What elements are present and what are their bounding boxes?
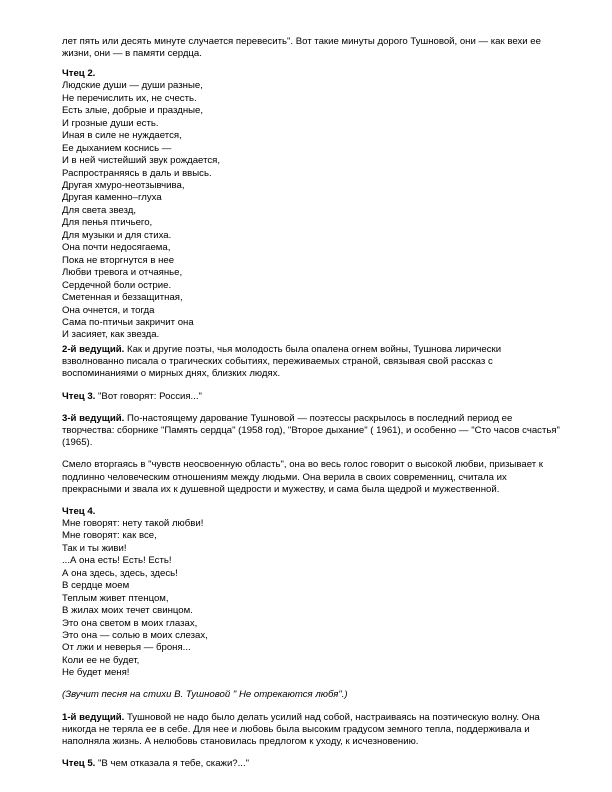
reader-5-line (62, 758, 562, 770)
poem-line: ...А она есть! Есть! Есть! (62, 555, 172, 567)
host-3-speaker: 3-й ведущий. (62, 412, 125, 424)
host-2-text: Как и другие поэты, чья молодость была опалена огнем войны, Тушнова лирически взволнованно писала о трагических событиях, переживаемых страной, связывая свой рассказ с воспоминаниями о мирных днях, близких людях. (62, 343, 502, 380)
reader-2-heading: Чтец 2. (62, 68, 96, 80)
host-1-text: Тушновой не надо было делать усилий над собой, настраиваясь на поэтическую волну. Она никогда не теряла ее в себе. Для нее и любовь была высоким градусом земного тепла, поддерживала и наполняла жизнь. А нелюбовь становилась предлогом к уходу, к исчезновению. (62, 711, 540, 748)
host-2-speaker: 2-й ведущий. (62, 343, 125, 355)
poem-line: И грозные души есть. (62, 117, 159, 129)
poem-line: Это она — солью в моих слезах, (62, 630, 208, 642)
host-2-paragraph (62, 344, 562, 381)
poem-line: В жилах моих течет свинцом. (62, 605, 193, 617)
poem-line: Ее дыханием коснись — (62, 142, 172, 154)
poem-line: Для света звезд, (62, 204, 137, 216)
reader-4-poem (62, 518, 562, 680)
intro-paragraph: лет пять или десять минуте случается перевесить". Вот такие минуты дорого Тушновой, они — как вехи ее жизни, они — в памяти сердца. (62, 36, 541, 60)
intrusion-paragraph: Смело вторгаясь в "чувств неосвоенную область", она во весь голос говорит о высокой любви, призывает к подлинно человеческим отношениям между людьми. Она верила в своих современниц, считала их прекрасными и звала их к душевной щедрости и мужеству, и сама была щедрой и мужественной. (62, 459, 543, 495)
poem-line: Иная в силе не нуждается, (62, 130, 182, 142)
poem-line: Мне говорят: как все, (62, 530, 157, 542)
poem-line: От лжи и неверья — броня... (62, 642, 191, 654)
poem-line: Не перечислить их, не счесть. (62, 92, 197, 104)
host-1-speaker: 1-й ведущий. (62, 711, 125, 723)
poem-line: И засияет, как звезда. (62, 329, 160, 341)
document-page (62, 36, 562, 770)
poem-line: Теплым живет птенцом, (62, 592, 169, 604)
poem-line: Не будет меня! (62, 667, 130, 679)
poem-line: Мне говорят: нету такой любви! (62, 517, 204, 529)
poem-line: А она здесь, здесь, здесь! (62, 567, 178, 579)
poem-line: В сердце моем (62, 580, 130, 592)
host-3-paragraph (62, 413, 562, 450)
poem-line: Для музыки и для стиха. (62, 229, 172, 241)
poem-line: Распространяясь в даль и ввысь. (62, 167, 212, 179)
poem-line: Сама по-птичьи закричит она (62, 317, 194, 329)
poem-line: Любви тревога и отчаянье, (62, 267, 183, 279)
reader-3-speaker: Чтец 3. (62, 390, 96, 402)
poem-line: И в ней чистейший звук рождается, (62, 155, 221, 167)
poem-line: Пока не вторгнутся в нее (62, 254, 175, 266)
reader-5-text: "В чем отказала я тебе, скажи?..." (95, 758, 250, 770)
poem-line: Это она светом в моих глазах, (62, 617, 198, 629)
song-note: (Звучит песня на стихи В. Тушновой " Не отрекаются любя".) (62, 689, 348, 701)
reader-2-poem (62, 80, 562, 342)
poem-line: Она очнется, и тогда (62, 304, 155, 316)
host-1-paragraph (62, 712, 562, 749)
reader-3-text: "Вот говорят: Россия..." (95, 390, 202, 402)
poem-line: Сметенная и беззащитная, (62, 292, 183, 304)
reader-4-heading: Чтец 4. (62, 505, 96, 517)
reader-3-line (62, 391, 562, 403)
host-3-text: По-настоящему дарование Тушновой — поэтессы раскрылось в последний период ее творчества: сборнике "Память сердца" (1958 год), "Второе дыхание" ( 1961), и особенно — "Сто часов счастья" (1965). (62, 412, 560, 449)
poem-line: Другая каменно–глуха (62, 192, 162, 204)
poem-line: Сердечной боли острие. (62, 279, 172, 291)
poem-line: Коли ее не будет, (62, 654, 140, 666)
poem-line: Есть злые, добрые и праздные, (62, 105, 204, 117)
poem-line: Другая хмуро-неотзывчива, (62, 180, 185, 192)
poem-line: Так и ты живи! (62, 542, 127, 554)
poem-line: Людские души — души разные, (62, 80, 203, 92)
poem-line: Она почти недосягаема, (62, 242, 171, 254)
poem-line: Для пенья птичьего, (62, 217, 153, 229)
reader-5-speaker: Чтец 5. (62, 758, 96, 770)
